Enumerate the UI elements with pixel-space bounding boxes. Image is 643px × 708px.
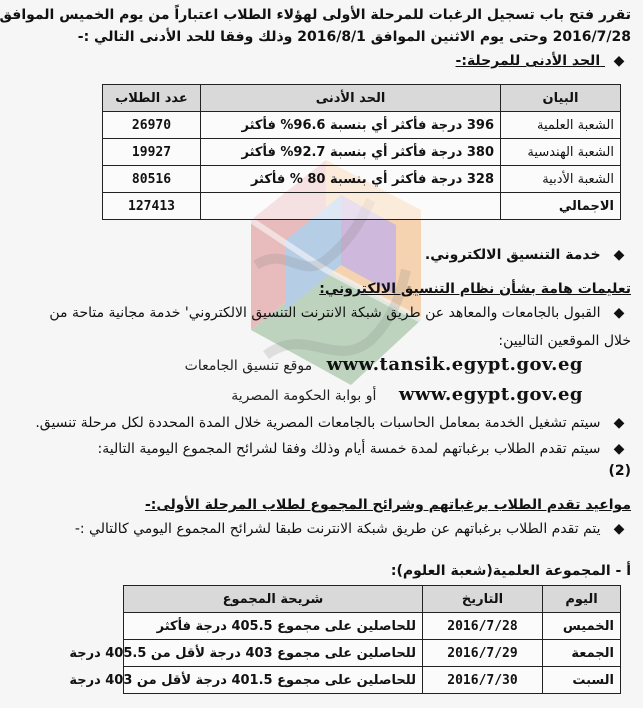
science-col-range: شريحة المجموع xyxy=(124,586,423,613)
min-section-title-text: الحد الأدنى للمرحلة:- xyxy=(455,53,601,69)
table-row xyxy=(124,640,621,667)
sites-line: خلال الموقعين التاليين: xyxy=(498,333,631,349)
labs-text: سيتم تشغيل الخدمة بمعامل الحاسبات بالجامعات المصرية خلال المدة المحددة لكل مرحلة تنسيق. xyxy=(35,415,601,431)
min-row-label: الشعبة الهندسية xyxy=(501,139,621,166)
applicants-text: سيتم تقدم الطلاب برغباتهم لمدة خمسة أيام وذلك وفقا لشرائح المجموع اليومية التالية: xyxy=(97,441,601,457)
table-row-total xyxy=(103,193,621,220)
electronic-service-line xyxy=(68,246,625,264)
schedule-bullet-line xyxy=(68,520,625,538)
site-1-url-link[interactable]: www.tansik.egypt.gov.eg xyxy=(326,354,583,375)
min-table-col-statement: البيان xyxy=(501,85,621,112)
min-row-label: الشعبة الأدبية xyxy=(501,166,621,193)
site-1-label: موقع تنسيق الجامعات xyxy=(184,358,313,374)
labs-line xyxy=(35,414,625,432)
site-1-line xyxy=(116,356,583,380)
instructions-title: تعليمات هامة بشأن نظام التنسيق الالكتروني: xyxy=(319,281,631,297)
site-2-label: أو بوابة الحكومة المصرية xyxy=(231,388,377,404)
science-col-date: التاريخ xyxy=(423,586,543,613)
min-table-col-minimum: الحد الأدنى xyxy=(201,85,501,112)
min-table-col-count: عدد الطلاب xyxy=(103,85,201,112)
min-total-label: الاجمالي xyxy=(501,193,621,220)
science-row-date: 2016/7/29 xyxy=(423,640,543,667)
min-section-title xyxy=(68,52,625,70)
schedule-title: مواعيد تقدم الطلاب برغباتهم وشرائح المجموع لطلاب المرحلة الأولى:- xyxy=(144,497,631,513)
min-row-minimum: 396 درجة فأكثر أي بنسبة 96.6% فأكثر xyxy=(201,112,501,139)
science-row-day: الجمعة xyxy=(543,640,621,667)
acceptance-line xyxy=(49,304,625,322)
bullet-icon: ◆ xyxy=(613,415,625,431)
science-row-date: 2016/7/28 xyxy=(423,613,543,640)
applicants-note: (2) xyxy=(608,463,631,479)
min-row-minimum: 328 درجة فأكثر أي بنسبة 80 % فأكثر xyxy=(201,166,501,193)
min-total-value: 127413 xyxy=(103,193,201,220)
science-row-range: للحاصلين على مجموع 401.5 درجة لأقل من 403 درجة xyxy=(124,667,423,694)
table-row xyxy=(103,166,621,193)
site-2-url-link[interactable]: www.egypt.gov.eg xyxy=(398,384,583,405)
table-row xyxy=(103,112,621,139)
table-row xyxy=(124,667,621,694)
science-table xyxy=(69,585,621,694)
science-row-day: الخميس xyxy=(543,613,621,640)
min-total-empty xyxy=(201,193,501,220)
science-col-day: اليوم xyxy=(543,586,621,613)
min-row-count: 19927 xyxy=(103,139,201,166)
science-table-header-row xyxy=(124,586,621,613)
electronic-service-text: خدمة التنسيق الالكتروني. xyxy=(424,247,601,263)
science-row-day: السبت xyxy=(543,667,621,694)
schedule-bullet-text: يتم تقدم الطلاب برغباتهم عن طريق شبكة الانترنت طبقا لشرائح المجموع اليومي كالتالي :- xyxy=(74,521,601,537)
science-row-range: للحاصلين على مجموع 403 درجة لأقل من 405.5 درجة xyxy=(124,640,423,667)
min-row-minimum: 380 درجة فأكثر أي بنسبة 92.7% فأكثر xyxy=(201,139,501,166)
min-table xyxy=(102,84,621,220)
science-table-wrapper xyxy=(69,585,621,694)
bullet-icon: ◆ xyxy=(613,247,625,263)
header-line-1: تقرر فتح باب تسجيل الرغبات للمرحلة الأولى لهؤلاء الطلاب اعتباراً من يوم الخميس الموافق xyxy=(0,7,631,23)
science-group-title: أ - المجموعة العلمية(شعبة العلوم): xyxy=(390,563,631,579)
acceptance-text: القبول بالجامعات والمعاهد عن طريق شبكة الانترنت التنسيق الالكتروني' خدمة مجانية متاحة من xyxy=(49,305,601,321)
table-row xyxy=(103,139,621,166)
min-table-header-row xyxy=(103,85,621,112)
min-table-wrapper xyxy=(103,84,621,220)
min-row-count: 80516 xyxy=(103,166,201,193)
science-row-date: 2016/7/30 xyxy=(423,667,543,694)
bullet-icon: ◆ xyxy=(613,521,625,537)
min-row-label: الشعبة العلمية xyxy=(501,112,621,139)
site-2-line xyxy=(116,386,583,410)
header-line-2: 2016/7/28 وحتى يوم الاثنين الموافق 2016/8/1 وذلك وفقا للحد الأدنى التالي :- xyxy=(77,29,631,45)
bullet-icon: ◆ xyxy=(613,53,625,69)
min-row-count: 26970 xyxy=(103,112,201,139)
science-row-range: للحاصلين على مجموع 405.5 درجة فأكثر xyxy=(124,613,423,640)
bullet-icon: ◆ xyxy=(613,441,625,457)
applicants-line xyxy=(68,440,625,458)
table-row xyxy=(124,613,621,640)
bullet-icon: ◆ xyxy=(613,305,625,321)
